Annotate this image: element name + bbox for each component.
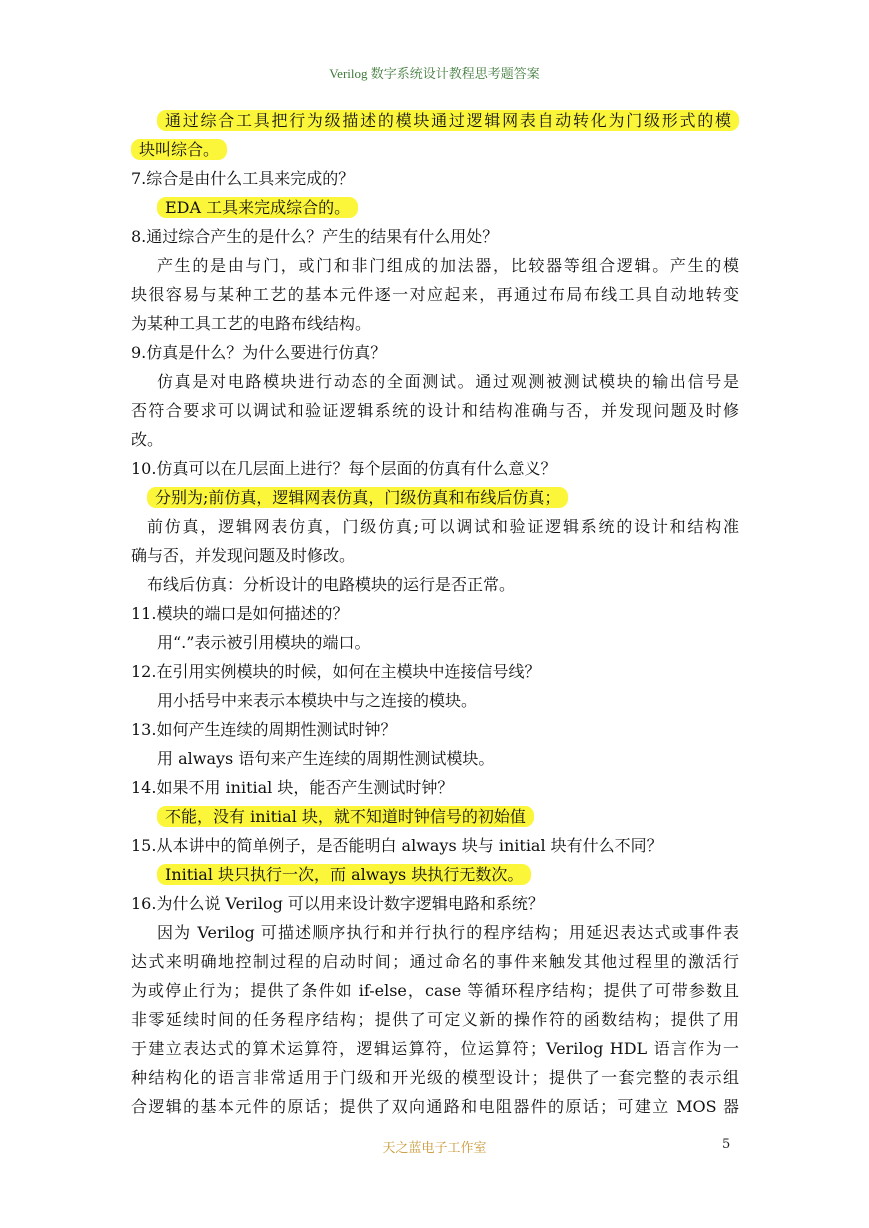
text-line	[131, 367, 739, 396]
line-text: 用“.”表示被引用模块的端口。	[157, 633, 371, 652]
text-line	[131, 1063, 739, 1092]
line-text: 布线后仿真：分析设计的电路模块的运行是否正常。	[147, 575, 516, 594]
line-text: 因为 Verilog 可描述顺序执行和并行执行的程序结构；用延迟表达式或事件表	[157, 923, 739, 942]
line-text: 14.如果不用 initial 块，能否产生测试时钟？	[131, 778, 454, 797]
line-text: 12.在引用实例模块的时候，如何在主模块中连接信号线？	[131, 662, 541, 681]
line-text: 块很容易与某种工艺的基本元件逐一对应起来，再通过布局布线工具自动地转变	[131, 285, 739, 304]
text-line	[131, 164, 739, 193]
text-line	[131, 744, 739, 773]
line-text: 8.通过综合产生的是什么？产生的结果有什么用处？	[131, 227, 499, 246]
text-line	[131, 425, 739, 454]
line-text: 通过综合工具把行为级描述的模块通过逻辑网表自动转化为门级形式的模	[157, 110, 739, 131]
highlighted-text-line	[131, 106, 739, 135]
line-text: EDA 工具来完成综合的。	[157, 197, 358, 218]
text-line	[131, 889, 739, 918]
line-text: 为某种工具工艺的电路布线结构。	[131, 314, 372, 333]
text-line	[131, 599, 739, 628]
text-line	[131, 773, 739, 802]
line-text: 为或停止行为；提供了条件如 if-else，case 等循环程序结构；提供了可带参数且	[131, 981, 739, 1000]
text-line	[131, 541, 739, 570]
line-text: 于建立表达式的算术运算符，逻辑运算符，位运算符；Verilog HDL 语言作为一	[131, 1039, 739, 1058]
text-line	[131, 947, 739, 976]
line-text: 用小括号中来表示本模块中与之连接的模块。	[157, 691, 478, 710]
line-text: 不能，没有 initial 块，就不知道时钟信号的初始值	[157, 806, 534, 827]
text-line	[131, 657, 739, 686]
text-line	[131, 454, 739, 483]
highlighted-text-line	[131, 483, 739, 512]
text-line	[131, 309, 739, 338]
highlighted-text-line	[131, 802, 739, 831]
text-line	[131, 831, 739, 860]
text-line	[131, 918, 739, 947]
line-text: 产生的是由与门，或门和非门组成的加法器，比较器等组合逻辑。产生的模	[157, 256, 739, 275]
line-text: 确与否，并发现问题及时修改。	[131, 546, 356, 565]
line-text: 用 always 语句来产生连续的周期性测试模块。	[157, 749, 495, 768]
line-text: 仿真是对电路模块进行动态的全面测试。通过观测被测试模块的输出信号是	[157, 372, 739, 391]
line-text: 块叫综合。	[131, 139, 227, 160]
line-text: 改。	[131, 430, 164, 449]
text-line	[131, 251, 739, 280]
text-line	[131, 686, 739, 715]
text-line	[131, 396, 739, 425]
text-line	[131, 280, 739, 309]
line-text: 否符合要求可以调试和验证逻辑系统的设计和结构准确与否，并发现问题及时修	[131, 401, 739, 420]
line-text: 7.综合是由什么工具来完成的？	[131, 169, 355, 188]
highlighted-text-line	[131, 860, 739, 889]
footer-studio: 天之蓝电子工作室	[382, 1141, 487, 1156]
line-text: 非零延续时间的任务程序结构；提供了可定义新的操作符的函数结构；提供了用	[131, 1010, 739, 1029]
text-line	[131, 976, 739, 1005]
line-text: 9.仿真是什么？为什么要进行仿真？	[131, 343, 387, 362]
line-text: 合逻辑的基本元件的原话；提供了双向通路和电阻器件的原话；可建立 MOS 器	[131, 1097, 739, 1116]
text-line	[131, 1092, 739, 1121]
text-line	[131, 628, 739, 657]
highlighted-text-line	[131, 193, 739, 222]
page-header-title: Verilog 数字系统设计教程思考题答案	[329, 66, 540, 81]
document-body	[131, 106, 739, 1121]
line-text: 15.从本讲中的简单例子，是否能明白 always 块与 initial 块有什么不同？	[131, 836, 663, 855]
line-text: 分别为;前仿真，逻辑网表仿真，门级仿真和布线后仿真；	[147, 487, 568, 508]
text-line	[131, 512, 739, 541]
line-text: 11.模块的端口是如何描述的？	[131, 604, 349, 623]
line-text: 10.仿真可以在几层面上进行？每个层面的仿真有什么意义？	[131, 459, 557, 478]
line-text: 前仿真，逻辑网表仿真，门级仿真;可以调试和验证逻辑系统的设计和结构准	[147, 517, 739, 536]
text-line	[131, 338, 739, 367]
highlighted-text-line	[131, 135, 739, 164]
line-text: 达式来明确地控制过程的启动时间；通过命名的事件来触发其他过程里的激活行	[131, 952, 739, 971]
text-line	[131, 222, 739, 251]
text-line	[131, 1034, 739, 1063]
line-text: 种结构化的语言非常适用于门级和开光级的模型设计；提供了一套完整的表示组	[131, 1068, 739, 1087]
page-number: 5	[722, 1137, 731, 1152]
line-text: Initial 块只执行一次，而 always 块执行无数次。	[157, 864, 531, 885]
line-text: 13.如何产生连续的周期性测试时钟？	[131, 720, 397, 739]
text-line	[131, 715, 739, 744]
text-line	[131, 570, 739, 599]
text-line	[131, 1005, 739, 1034]
line-text: 16.为什么说 Verilog 可以用来设计数字逻辑电路和系统？	[131, 894, 544, 913]
